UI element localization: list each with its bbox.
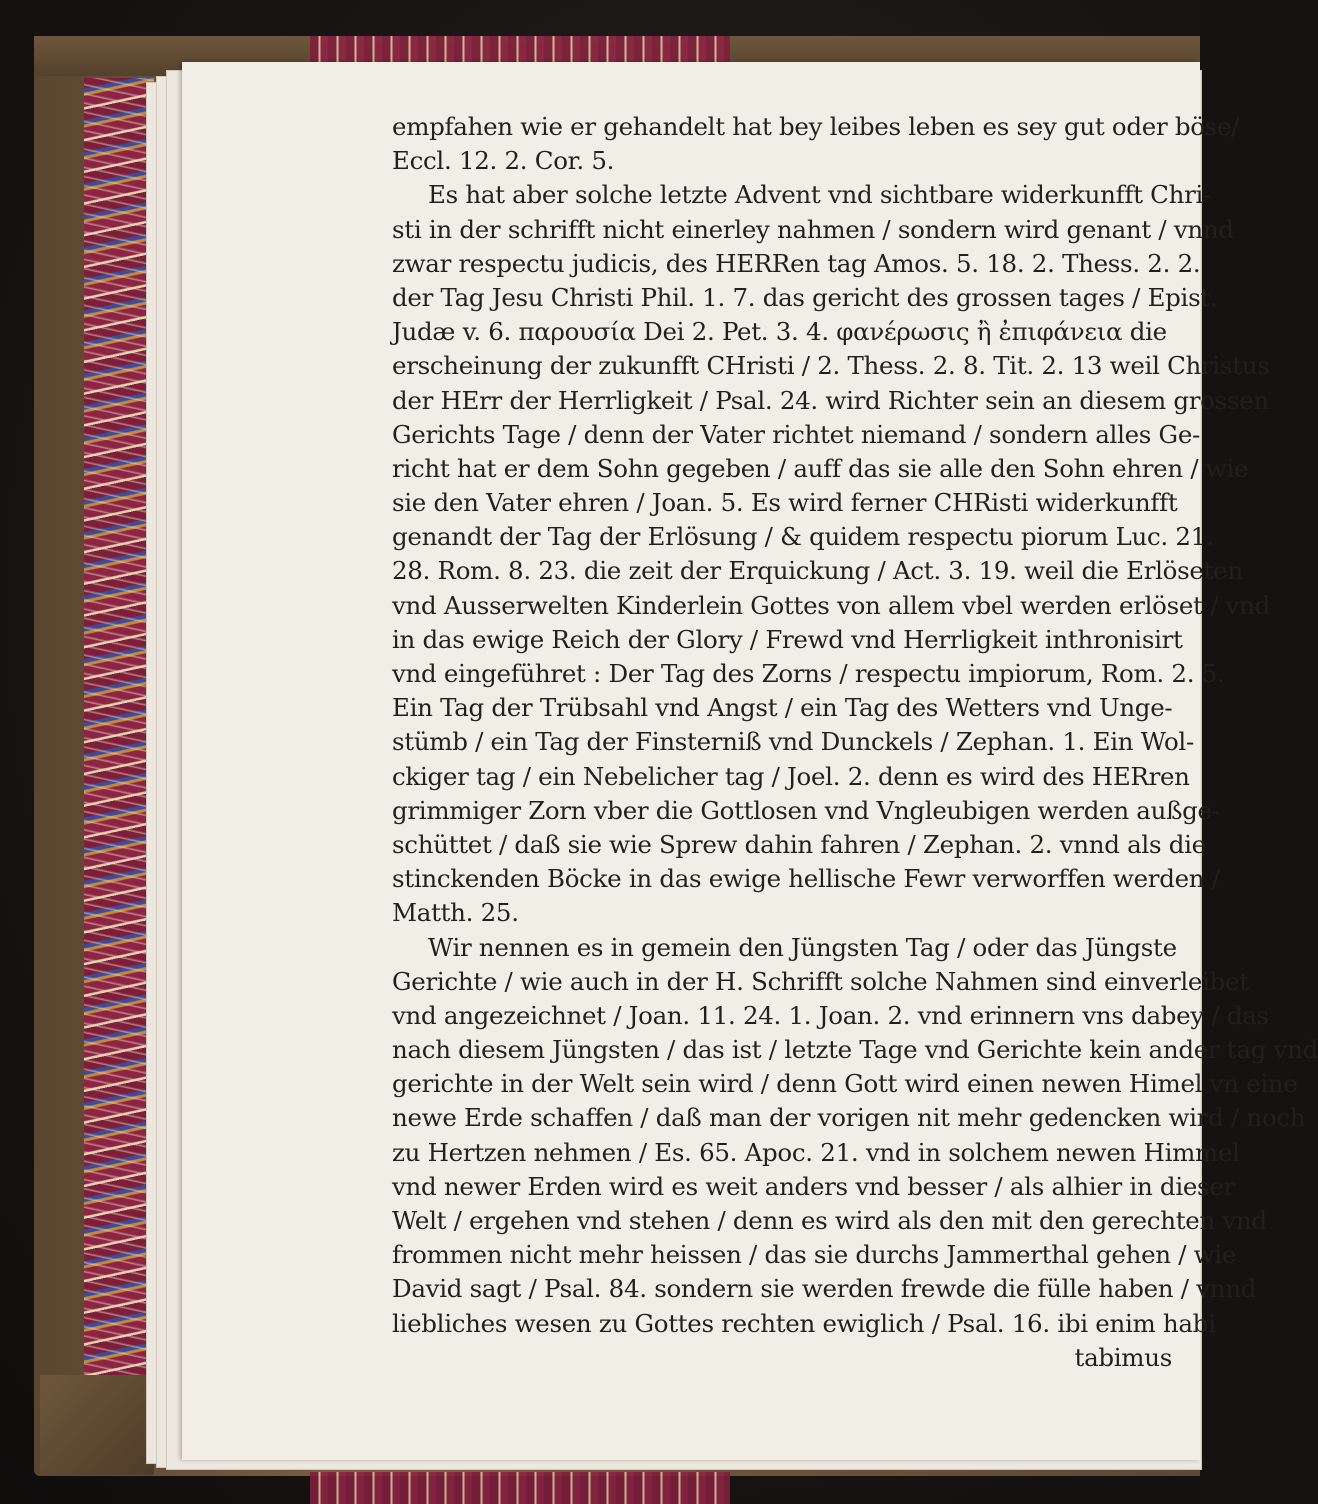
text-line: empfahen wie er gehandelt hat bey leibes leben es sey gut oder böse/ <box>392 112 1240 141</box>
text-line: Gerichte / wie auch in der H. Schrifft solche Nahmen sind einverleibet <box>392 966 1249 996</box>
text-line: 28. Rom. 8. 23. die zeit der Erquickung / Act. 3. 19. weil die Erlöseten <box>392 556 1243 586</box>
text-line: vnd Ausserwelten Kinderlein Gottes von allem vbel werden erlöset / vnd <box>392 590 1270 620</box>
text-line: in das ewige Reich der Glory / Frewd vnd Herrligkeit inthronisirt <box>392 624 1183 654</box>
text-line: der Tag Jesu Christi Phil. 1. 7. das gericht des grossen tages / Epist. <box>392 282 1218 312</box>
text-line: Welt / ergehen vnd stehen / denn es wird als den mit den gerechten vnd <box>392 1206 1267 1235</box>
page-text <box>392 110 1318 1375</box>
text-line: genandt der Tag der Erlösung / & quidem respectu piorum Luc. 21. <box>392 522 1214 552</box>
text-line: stümb / ein Tag der Finsterniß vnd Dunckels / Zephan. 1. Ein Wol- <box>392 727 1194 757</box>
leather-corner <box>40 1375 154 1475</box>
text-line: frommen nicht mehr heissen / das sie durchs Jammerthal gehen / wie <box>392 1240 1237 1270</box>
text-line: liebliches wesen zu Gottes rechten ewiglich / Psal. 16. ibi enim habi <box>392 1308 1216 1338</box>
text-line: Judæ v. 6. παρουσία Dei 2. Pet. 3. 4. φανέρωσις ἢ ἐπιφάνεια die <box>392 317 1167 347</box>
text-line: Gerichts Tage / denn der Vater richtet niemand / sondern alles Ge- <box>392 419 1201 449</box>
marbled-endpaper <box>84 78 154 1463</box>
text-line: sie den Vater ehren / Joan. 5. Es wird ferner CHRisti widerkunfft <box>392 488 1178 518</box>
text-line: Matth. 25. <box>392 898 519 928</box>
text-line: ckiger tag / ein Nebelicher tag / Joel. 2. denn es wird des HERren <box>392 761 1190 791</box>
catchword: tabimus <box>1074 1342 1172 1372</box>
text-line: grimmiger Zorn vber die Gottlosen vnd Vngleubigen werden außge- <box>392 795 1220 825</box>
text-line: Wir nennen es in gemein den Jüngsten Tag / oder das Jüngste <box>428 932 1177 962</box>
text-line: newe Erde schaffen / daß man der vorigen nit mehr gedencken wird / noch <box>392 1103 1306 1133</box>
text-line: Ein Tag der Trübsahl vnd Angst / ein Tag des Wetters vnd Unge- <box>392 693 1173 723</box>
text-line: David sagt / Psal. 84. sondern sie werden frewde die fülle haben / vnnd <box>392 1274 1257 1304</box>
text-line: schüttet / daß sie wie Sprew dahin fahren / Zephan. 2. vnnd als die <box>392 829 1206 859</box>
text-line: Es hat aber solche letzte Advent vnd sichtbare widerkunfft Chri- <box>428 180 1212 210</box>
text-line: Eccl. 12. 2. Cor. 5. <box>392 146 615 176</box>
book-page <box>182 62 1318 1460</box>
text-line: richt hat er dem Sohn gegeben / auff das sie alle den Sohn ehren / wie <box>392 453 1249 483</box>
marbled-edge-bottom <box>310 1472 730 1504</box>
text-line: stinckenden Böcke in das ewige hellische Fewr verworffen werden / <box>392 864 1220 894</box>
text-line: gerichte in der Welt sein wird / denn Gott wird einen newen Himel vn eine <box>392 1069 1298 1099</box>
text-line: erscheinung der zukunfft CHristi / 2. Thess. 2. 8. Tit. 2. 13 weil Christus <box>392 351 1270 381</box>
text-line: vnd newer Erden wird es weit anders vnd besser / als alhier in dieser <box>392 1171 1235 1201</box>
text-line: nach diesem Jüngsten / das ist / letzte Tage vnd Gerichte kein ander tag vnd <box>392 1035 1318 1065</box>
text-line: vnd angezeichnet / Joan. 11. 24. 1. Joan. 2. vnd erinnern vns dabey / das <box>392 1000 1269 1030</box>
text-line: sti in der schrifft nicht einerley nahmen / sondern wird genant / vnnd <box>392 214 1234 244</box>
text-line: der HErr der Herrligkeit / Psal. 24. wird Richter sein an diesem grossen <box>392 385 1269 415</box>
text-line: zwar respectu judicis, des HERRen tag Amos. 5. 18. 2. Thess. 2. 2. <box>392 248 1201 278</box>
text-line: zu Hertzen nehmen / Es. 65. Apoc. 21. vnd in solchem newen Himmel <box>392 1137 1240 1167</box>
text-line: vnd eingeführet : Der Tag des Zorns / respectu impiorum, Rom. 2. 5. <box>392 659 1225 688</box>
